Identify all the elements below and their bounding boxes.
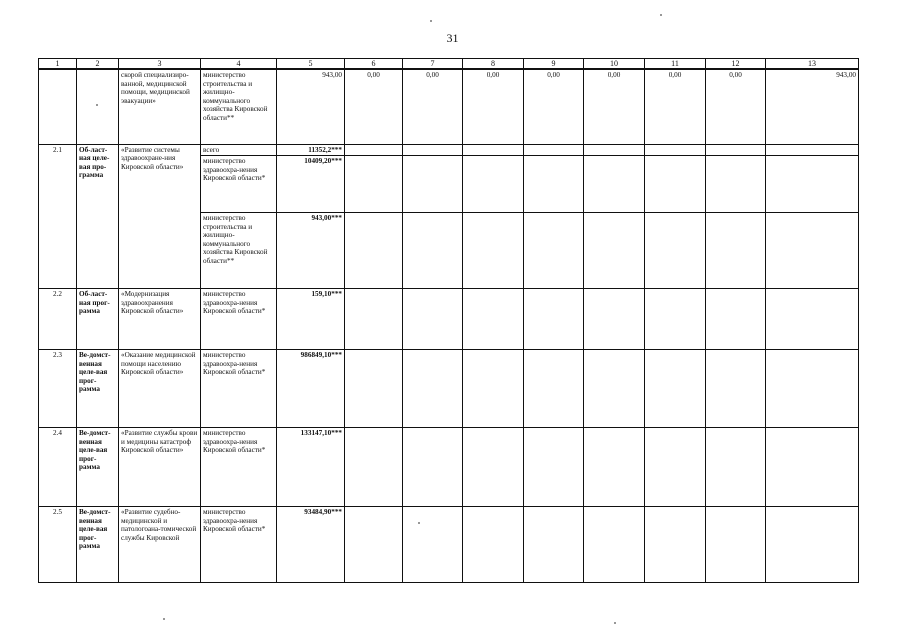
year-value-cell (463, 350, 524, 428)
year-value-cell (403, 213, 463, 289)
year-value-cell (706, 289, 766, 350)
executor-cell: министерство строительства и жилищно-коммунального хозяйства Кировской области** (201, 213, 277, 289)
year-value-cell (463, 144, 524, 156)
year-value-cell (706, 156, 766, 213)
year-value-cell (403, 156, 463, 213)
year-value-cell (524, 507, 584, 583)
year-value-cell (403, 144, 463, 156)
year-value-cell (706, 507, 766, 583)
year-value-cell (766, 428, 859, 507)
year-value-cell (584, 213, 645, 289)
year-value-cell (403, 289, 463, 350)
year-value-cell (584, 507, 645, 583)
year-value-cell (345, 350, 403, 428)
year-value-cell (584, 289, 645, 350)
table-header-row (39, 59, 859, 70)
year-value-cell (645, 289, 706, 350)
total-cell: 159,10*** (277, 289, 345, 350)
scan-speck (660, 14, 662, 16)
row-number: 2.1 (39, 144, 77, 289)
year-value-cell (645, 507, 706, 583)
year-value-cell (345, 289, 403, 350)
year-value-cell (584, 428, 645, 507)
column-header: 7 (403, 59, 463, 70)
column-header: 5 (277, 59, 345, 70)
program-type: Ве-домст-венная целе-вая прог-рамма (77, 428, 119, 507)
scan-speck (430, 20, 432, 22)
year-value-cell (403, 507, 463, 583)
column-header: 10 (584, 59, 645, 70)
row-number: 2.4 (39, 428, 77, 507)
year-value-cell (645, 350, 706, 428)
program-name: «Оказание медицинской помощи населению Кировской области» (119, 350, 201, 428)
executor-cell: министерство здравоохра-нения Кировской области* (201, 350, 277, 428)
column-header: 9 (524, 59, 584, 70)
year-value-cell (524, 156, 584, 213)
row-number: 2.2 (39, 289, 77, 350)
total-cell: 943,00*** (277, 213, 345, 289)
year-value-cell (524, 213, 584, 289)
year-value-cell (345, 156, 403, 213)
program-name: скорой специализиро-ванной, медицинской помощи, медицинской эвакуации» (119, 69, 201, 144)
year-value-cell (706, 350, 766, 428)
executor-cell: министерство здравоохра-нения Кировской области* (201, 507, 277, 583)
scan-speck (418, 522, 420, 524)
year-value-cell (584, 156, 645, 213)
scan-speck (96, 104, 98, 106)
column-header: 3 (119, 59, 201, 70)
year-value-cell: 0,00 (403, 69, 463, 144)
table-body (39, 69, 859, 583)
table-row (39, 144, 859, 156)
total-cell: 986849,10*** (277, 350, 345, 428)
year-value-cell (345, 507, 403, 583)
row-number: 2.5 (39, 507, 77, 583)
year-value-cell: 0,00 (524, 69, 584, 144)
table-row (39, 289, 859, 350)
year-value-cell (524, 144, 584, 156)
year-value-cell (463, 289, 524, 350)
row-number: 2.3 (39, 350, 77, 428)
year-value-cell (524, 428, 584, 507)
year-value-cell (463, 507, 524, 583)
column-header: 8 (463, 59, 524, 70)
total-cell: 11352,2*** (277, 144, 345, 156)
year-value-cell (706, 428, 766, 507)
year-value-cell (403, 350, 463, 428)
year-value-cell (706, 213, 766, 289)
year-value-cell (345, 213, 403, 289)
column-header: 1 (39, 59, 77, 70)
total-cell: 943,00 (277, 69, 345, 144)
total-cell: 133147,10*** (277, 428, 345, 507)
year-value-cell: 0,00 (463, 69, 524, 144)
year-value-cell (766, 507, 859, 583)
year-value-cell (645, 428, 706, 507)
executor-cell: министерство здравоохра-нения Кировской области* (201, 428, 277, 507)
year-value-cell: 0,00 (645, 69, 706, 144)
year-value-cell: 0,00 (706, 69, 766, 144)
year-value-cell: 0,00 (345, 69, 403, 144)
program-type: Ве-домст-венная целе-вая прог-рамма (77, 507, 119, 583)
program-name: «Развитие системы здравоохране-ния Кировской области» (119, 144, 201, 289)
year-value-cell (524, 350, 584, 428)
table-row (39, 69, 859, 144)
table-row (39, 507, 859, 583)
year-value-cell (463, 428, 524, 507)
year-value-cell (403, 428, 463, 507)
year-value-cell (524, 289, 584, 350)
year-value-cell (645, 156, 706, 213)
year-value-cell (463, 213, 524, 289)
executor-cell: министерство строительства и жилищно-коммунального хозяйства Кировской области** (201, 69, 277, 144)
program-type: Ве-домст-венная целе-вая прог-рамма (77, 350, 119, 428)
year-value-cell: 0,00 (584, 69, 645, 144)
scan-speck (163, 618, 165, 620)
program-name: «Развитие службы крови и медицины катастроф Кировской области» (119, 428, 201, 507)
year-value-cell (766, 350, 859, 428)
year-value-cell: 943,00 (766, 69, 859, 144)
year-value-cell (345, 144, 403, 156)
year-value-cell (645, 213, 706, 289)
total-cell: 10409,20*** (277, 156, 345, 213)
year-value-cell (766, 144, 859, 156)
year-value-cell (706, 144, 766, 156)
year-value-cell (645, 144, 706, 156)
year-value-cell (584, 144, 645, 156)
year-value-cell (766, 156, 859, 213)
column-header: 2 (77, 59, 119, 70)
year-value-cell (463, 156, 524, 213)
page-number: 31 (446, 31, 459, 45)
year-value-cell (584, 350, 645, 428)
executor-cell: министерство здравоохра-нения Кировской области* (201, 156, 277, 213)
column-header: 11 (645, 59, 706, 70)
program-name: «Модернизация здравоохранения Кировской области» (119, 289, 201, 350)
total-cell: 93484,90*** (277, 507, 345, 583)
table-row (39, 350, 859, 428)
program-type: Об-ласт-ная прог-рамма (77, 289, 119, 350)
budget-table (38, 58, 859, 583)
column-header: 4 (201, 59, 277, 70)
executor-cell: всего (201, 144, 277, 156)
year-value-cell (766, 289, 859, 350)
year-value-cell (345, 428, 403, 507)
row-number (39, 69, 77, 144)
scan-speck (614, 622, 616, 624)
column-header: 6 (345, 59, 403, 70)
executor-cell: министерство здравоохра-нения Кировской области* (201, 289, 277, 350)
program-type: Об-ласт-ная целе-вая про-грамма (77, 144, 119, 289)
column-header: 12 (706, 59, 766, 70)
column-header: 13 (766, 59, 859, 70)
program-type (77, 69, 119, 144)
year-value-cell (766, 213, 859, 289)
program-name: «Развитие судебно-медицинской и патологоана-томической службы Кировской (119, 507, 201, 583)
table-row (39, 428, 859, 507)
